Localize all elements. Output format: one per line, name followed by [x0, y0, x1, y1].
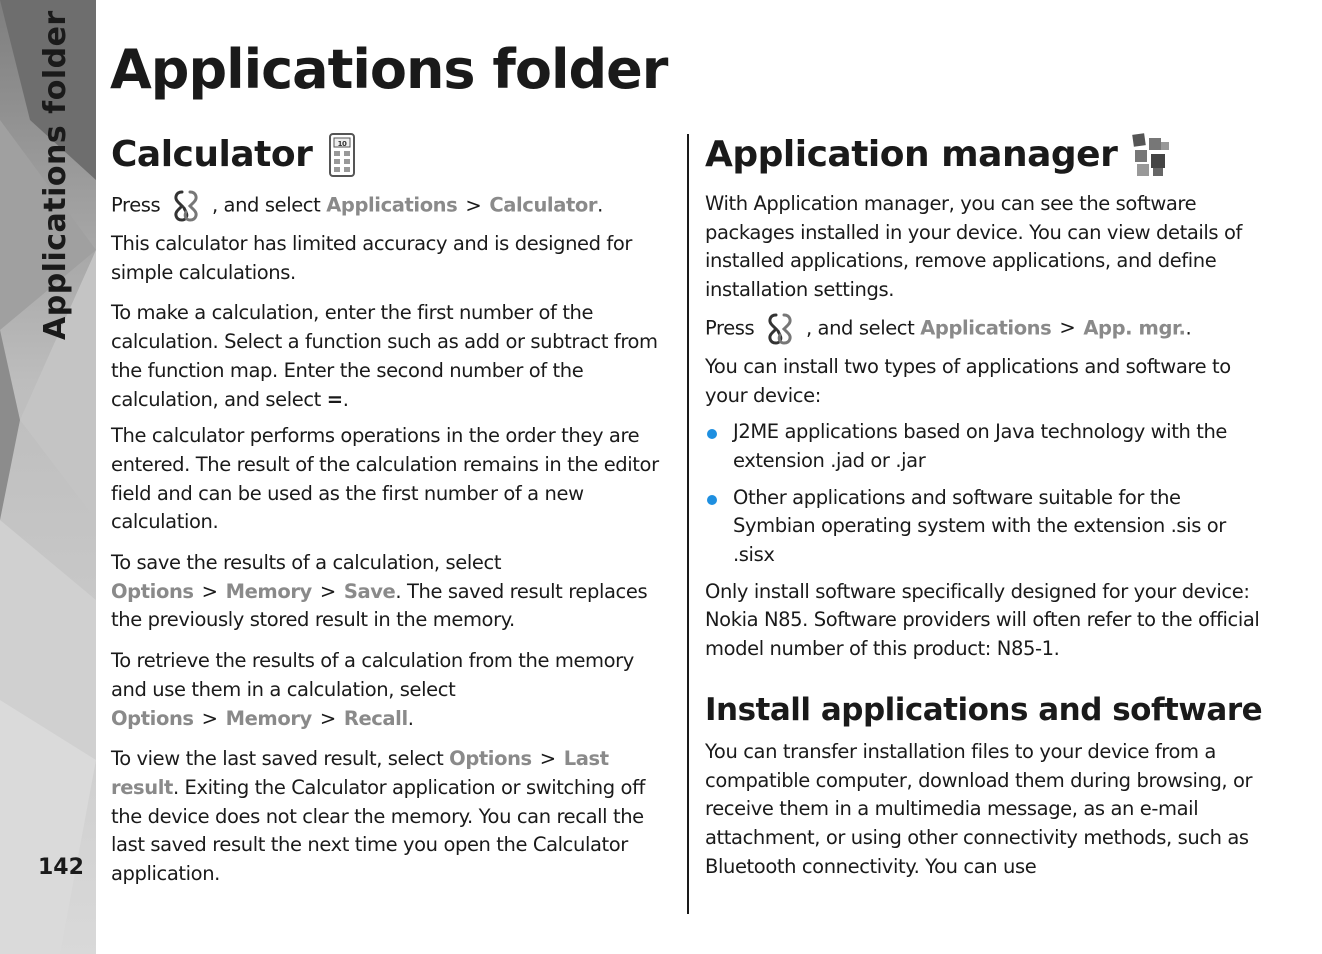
- calculator-heading-text: Calculator: [111, 134, 313, 175]
- svg-text:10: 10: [337, 140, 347, 148]
- menu-path-last-result: Last result: [111, 747, 609, 799]
- bullet-icon: [707, 495, 717, 505]
- sidebar: [0, 0, 96, 954]
- menu-path-app-mgr: App. mgr.: [1083, 316, 1186, 340]
- calculator-paragraph-save: [111, 549, 673, 635]
- path-separator: >: [201, 579, 218, 603]
- app-manager-heading-text: Application manager: [705, 134, 1118, 175]
- text: Other applications and software suitable for the Symbian operating system with the extension .sis or .sisx: [733, 485, 1226, 567]
- app-manager-intro: With Application manager, you can see the software packages installed in your device. You can view details of installed applications, remove applications, and define installation settings.: [705, 192, 1242, 302]
- page-title: Applications folder: [110, 38, 668, 101]
- calculator-paragraph-order: The calculator performs operations in the order they are entered. The result of the calculation remains in the editor field and can be used as the first number of a new calculation.: [111, 424, 659, 534]
- text: . The saved result replaces the previously stored result in the memory.: [111, 579, 648, 632]
- text: To save the results of a calculation, select: [111, 551, 502, 575]
- path-separator: >: [319, 706, 336, 730]
- menu-path-calculator: Calculator: [489, 193, 598, 217]
- menu-key-icon: [172, 190, 200, 222]
- text: To view the last saved result, select: [111, 747, 444, 771]
- install-heading: Install applications and software: [705, 691, 1263, 728]
- path-separator: >: [319, 579, 336, 603]
- text: Press: [111, 193, 161, 217]
- page-number: 142: [38, 855, 84, 880]
- sidebar-section-label: Applications folder: [38, 10, 73, 340]
- list-item: [705, 484, 1267, 570]
- menu-path-options: Options: [111, 706, 194, 730]
- calculator-press-instruction: [111, 190, 673, 222]
- text: J2ME applications based on Java technology with the extension .jad or .jar: [733, 420, 1228, 472]
- path-separator: >: [1059, 316, 1076, 340]
- menu-path-options: Options: [111, 579, 194, 603]
- menu-key-icon: [766, 313, 794, 345]
- list-item: [705, 418, 1267, 475]
- menu-path-recall: Recall: [343, 706, 408, 730]
- app-manager-section: [705, 130, 1267, 889]
- equals-key: =: [326, 387, 343, 411]
- menu-path-save: Save: [343, 579, 396, 603]
- calculator-heading: [111, 130, 673, 180]
- calculator-icon: [326, 132, 358, 178]
- text: To retrieve the results of a calculation from the memory and use them in a calculation, select: [111, 649, 634, 701]
- menu-path-applications: Applications: [326, 193, 458, 217]
- app-manager-warning: Only install software specifically designed for your device: Nokia N85. Software providers will often refer to the official model number of this product: N85-1.: [705, 579, 1260, 661]
- calculator-paragraph-accuracy: This calculator has limited accuracy and is designed for simple calculations.: [111, 232, 633, 284]
- calculator-paragraph-recall: [111, 647, 673, 733]
- bullet-icon: [707, 429, 717, 439]
- app-manager-icon: [1131, 132, 1171, 178]
- text: .: [1185, 316, 1192, 340]
- calculator-paragraph-last-result: [111, 745, 673, 889]
- column-divider: [687, 134, 689, 914]
- app-manager-types-intro: You can install two types of applications and software to your device:: [705, 354, 1231, 407]
- app-types-list: [705, 418, 1267, 570]
- path-separator: >: [465, 193, 482, 217]
- menu-path-memory: Memory: [225, 579, 312, 603]
- install-paragraph: You can transfer installation files to your device from a compatible computer, download them during browsing, or receive them in a multimedia message, as an e-mail attachment, or using other connectivity methods, such as Bluetooth connectivity. You can use: [705, 739, 1253, 878]
- app-manager-press-instruction: [705, 313, 1267, 345]
- text: . Exiting the Calculator application or switching off the device does not clear the memory. You can recall the last saved result the next time you open the Calculator application.: [111, 775, 646, 886]
- path-separator: >: [201, 706, 218, 730]
- app-manager-heading: [705, 130, 1267, 180]
- text: .: [597, 193, 603, 217]
- menu-path-memory: Memory: [225, 706, 312, 730]
- text: To make a calculation, enter the first number of the calculation. Select a function such as add or subtract from the function map. Enter the second number of the calculation, and select: [111, 301, 658, 411]
- menu-path-applications: Applications: [920, 316, 1052, 340]
- text: , and select: [211, 193, 321, 217]
- menu-path-options: Options: [449, 747, 532, 771]
- text: Press: [705, 316, 755, 340]
- calculator-paragraph-make-calculation: [111, 299, 673, 414]
- text: .: [407, 706, 414, 730]
- text: .: [342, 387, 349, 411]
- text: , and select: [805, 316, 915, 340]
- calculator-section: [111, 130, 673, 897]
- path-separator: >: [539, 747, 556, 771]
